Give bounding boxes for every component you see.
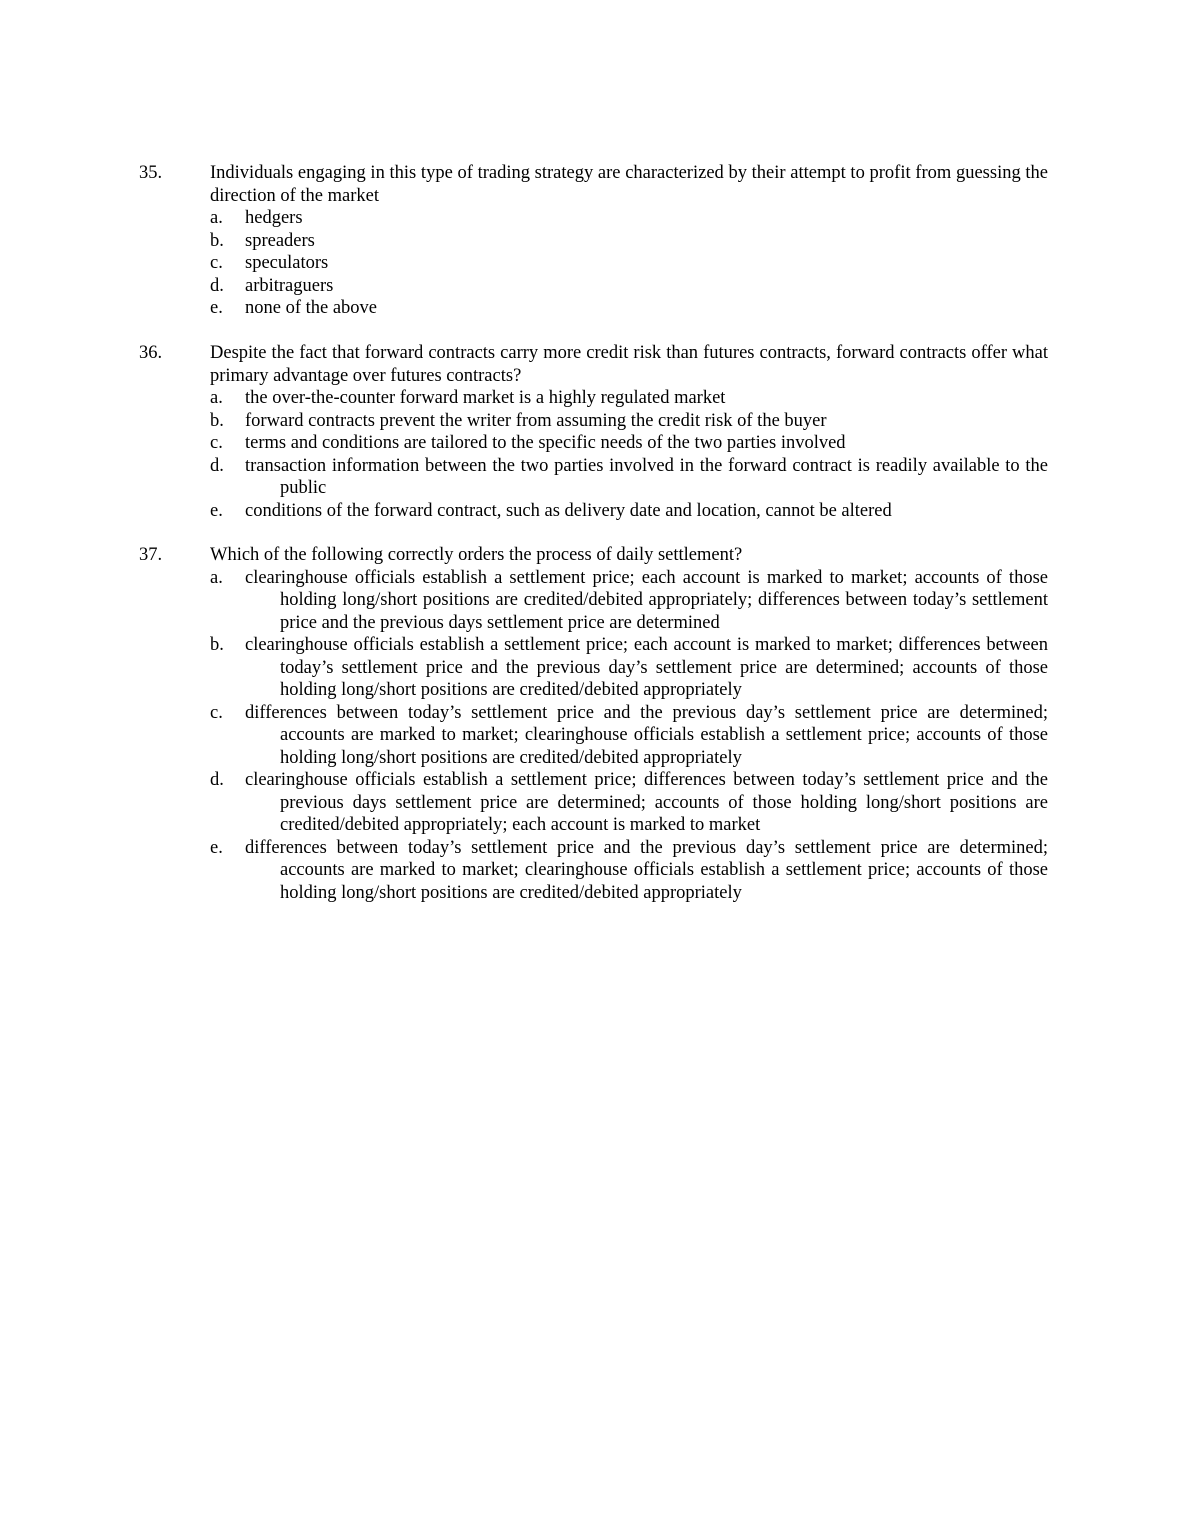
option-item — [210, 275, 1048, 298]
option-text: terms and conditions are tailored to the specific needs of the two parties involved — [245, 433, 846, 453]
option-letter: b. — [210, 230, 224, 251]
option-text: differences between today’s settlement price and the previous day’s settlement price are determined; accounts are marked to market; clearinghouse officials establish a settlement price; accounts of those holding long/short positions are credited/debited appropriately — [245, 837, 1048, 903]
question-36 — [139, 342, 1048, 522]
option-item — [210, 252, 1048, 275]
option-item — [210, 387, 1048, 410]
option-letter: a. — [210, 567, 223, 588]
option-item — [210, 207, 1048, 230]
option-text: forward contracts prevent the writer from assuming the credit risk of the buyer — [245, 410, 827, 431]
option-letter: c. — [210, 253, 223, 273]
option-letter: d. — [210, 770, 224, 790]
question-text: Which of the following correctly orders the process of daily settlement? — [210, 545, 743, 565]
option-item — [210, 500, 1048, 523]
option-text: hedgers — [245, 208, 303, 228]
option-letter: e. — [210, 837, 223, 858]
option-letter: a. — [210, 388, 223, 408]
question-number: 35. — [139, 163, 163, 183]
option-text: transaction information between the two parties involved in the forward contract is readily available to the public — [245, 455, 1048, 498]
question-text: Individuals engaging in this type of trading strategy are characterized by their attempt to profit from guessing the direction of the market — [210, 163, 1048, 206]
option-text: arbitraguers — [245, 275, 334, 296]
option-text: speculators — [245, 253, 329, 273]
option-item — [210, 297, 1048, 320]
option-item — [210, 455, 1048, 500]
option-text: spreaders — [245, 230, 315, 251]
option-text: clearinghouse officials establish a settlement price; each account is marked to market; accounts of those holding long/short positions are credited/debited appropriately; differences between today’s settlement price and the previous days settlement price are determined — [245, 567, 1048, 633]
option-letter: b. — [210, 410, 224, 431]
question-37 — [139, 544, 1048, 904]
option-letter: c. — [210, 702, 223, 723]
option-list — [139, 207, 1048, 320]
option-text: clearinghouse officials establish a settlement price; differences between today’s settlement price and the previous days settlement price are determined; accounts of those holding long/short positions are credited/debited appropriately; each account is marked to market — [245, 770, 1048, 835]
question-number: 36. — [139, 343, 163, 363]
option-item — [210, 410, 1048, 433]
option-letter: e. — [210, 298, 223, 318]
question-text: Despite the fact that forward contracts carry more credit risk than futures contracts, forward contracts offer what primary advantage over futures contracts? — [210, 343, 1048, 386]
option-item — [210, 702, 1048, 770]
option-text: none of the above — [245, 298, 378, 318]
question-number: 37. — [139, 545, 163, 565]
option-letter: c. — [210, 433, 223, 453]
option-text: clearinghouse officials establish a settlement price; each account is marked to market; differences between today’s settlement price and the previous day’s settlement price are determined; accounts of those holding long/short positions are credited/debited appropriately — [245, 635, 1048, 700]
option-letter: d. — [210, 275, 224, 296]
option-item — [210, 769, 1048, 837]
question-35 — [139, 162, 1048, 320]
option-letter: e. — [210, 500, 223, 521]
option-item — [210, 837, 1048, 905]
option-text: differences between today’s settlement price and the previous day’s settlement price are determined; accounts are marked to market; clearinghouse officials establish a settlement price; accounts of those holding long/short positions are credited/debited appropriately — [245, 702, 1048, 768]
option-item — [210, 432, 1048, 455]
option-item — [210, 634, 1048, 702]
option-letter: a. — [210, 208, 223, 228]
option-text: the over-the-counter forward market is a highly regulated market — [245, 388, 726, 408]
option-list — [139, 567, 1048, 905]
option-letter: b. — [210, 635, 224, 655]
option-text: conditions of the forward contract, such as delivery date and location, cannot be altered — [245, 500, 892, 521]
option-letter: d. — [210, 455, 224, 476]
option-item — [210, 567, 1048, 635]
option-item — [210, 230, 1048, 253]
option-list — [139, 387, 1048, 522]
